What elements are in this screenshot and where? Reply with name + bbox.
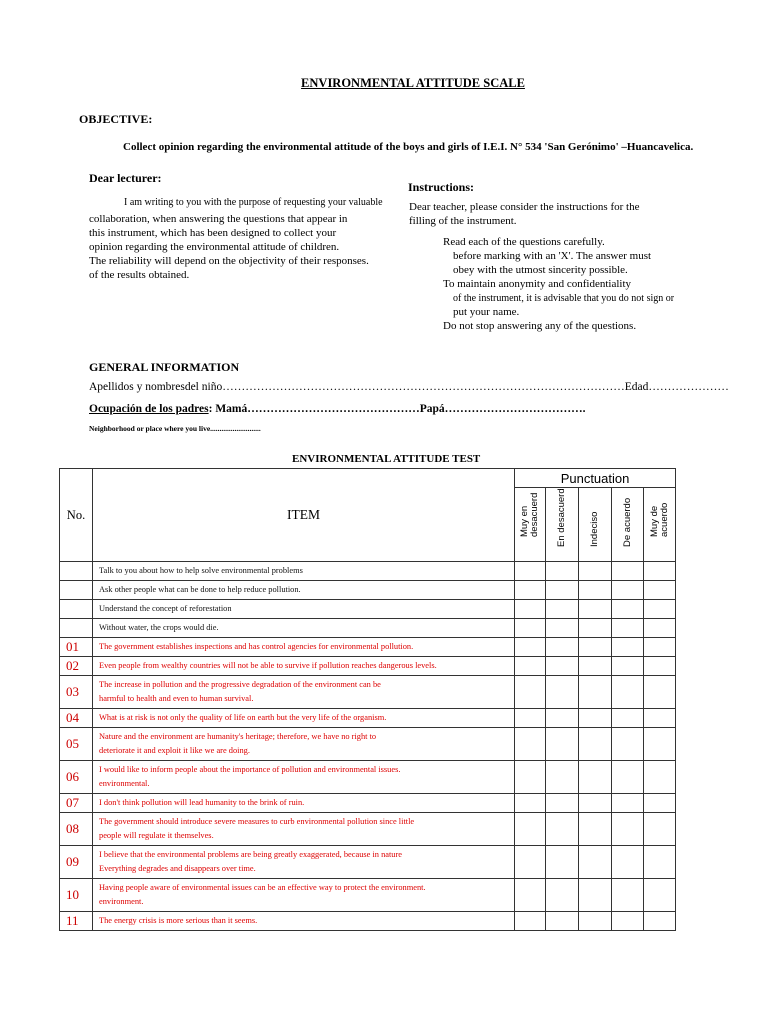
item-text — [93, 581, 515, 600]
item-number: 03 — [60, 676, 93, 709]
answer-cell[interactable] — [644, 619, 676, 638]
item-text — [93, 794, 515, 813]
answer-cell[interactable] — [612, 709, 644, 728]
answer-cell[interactable] — [515, 846, 546, 879]
answer-cell[interactable] — [515, 728, 546, 761]
item-number: 06 — [60, 761, 93, 794]
table-row — [60, 581, 676, 600]
item-number — [60, 600, 93, 619]
answer-cell[interactable] — [515, 912, 546, 931]
col-header-punctuation: Punctuation — [515, 469, 676, 488]
item-number — [60, 619, 93, 638]
table-row — [60, 709, 676, 728]
item-text — [93, 619, 515, 638]
answer-cell[interactable] — [612, 657, 644, 676]
col-header-no: No. — [60, 469, 93, 562]
answer-cell[interactable] — [515, 657, 546, 676]
item-text-line: I would like to inform people about the importance of pollution and environmental issues. — [99, 765, 401, 774]
item-text-line: I believe that the environmental problems are being greatly exaggerated, because in nature — [99, 850, 402, 859]
instruction-item: Do not stop answering any of the questions. — [443, 320, 637, 332]
item-text-line: The increase in pollution and the progressive degradation of the environment can be — [99, 680, 381, 689]
answer-cell[interactable] — [546, 761, 579, 794]
answer-cell[interactable] — [546, 709, 579, 728]
answer-cell[interactable] — [515, 562, 546, 581]
instructions-heading: Instructions: — [408, 180, 475, 194]
answer-cell[interactable] — [546, 813, 579, 846]
answer-cell[interactable] — [644, 562, 676, 581]
answer-cell[interactable] — [515, 581, 546, 600]
scale-header — [546, 488, 579, 562]
scale-label: Muy en desacuerd — [519, 492, 540, 537]
answer-cell[interactable] — [612, 638, 644, 657]
lecturer-line: this instrument, which has been designed to collect your — [89, 227, 337, 239]
answer-cell[interactable] — [579, 813, 612, 846]
objective-text: Collect opinion regarding the environmental attitude of the boys and girls of I.E.I. N° 534 'San Gerónimo' –Huancavelica. — [123, 141, 694, 153]
answer-cell[interactable] — [579, 912, 612, 931]
general-neighborhood-line: Neighborhood or place where you live........................... — [89, 424, 261, 433]
scale-header — [644, 488, 676, 562]
item-text — [93, 676, 515, 709]
item-text-line: Without water, the crops would die. — [99, 623, 219, 632]
answer-cell[interactable] — [644, 657, 676, 676]
answer-cell[interactable] — [579, 761, 612, 794]
item-number: 11 — [60, 912, 93, 931]
scale-header — [515, 488, 546, 562]
general-heading: GENERAL INFORMATION — [89, 360, 240, 374]
answer-cell[interactable] — [546, 581, 579, 600]
scale-label: Indeciso — [589, 511, 600, 547]
answer-cell[interactable] — [546, 879, 579, 912]
item-text-line: Having people aware of environmental issues can be an effective way to protect the environment. — [99, 883, 426, 892]
answer-cell[interactable] — [515, 794, 546, 813]
item-text — [93, 728, 515, 761]
lecturer-line: The reliability will depend on the objectivity of their responses. — [89, 255, 369, 267]
table-row — [60, 638, 676, 657]
answer-cell[interactable] — [612, 562, 644, 581]
answer-cell[interactable] — [515, 813, 546, 846]
answer-cell[interactable] — [515, 619, 546, 638]
answer-cell[interactable] — [644, 813, 676, 846]
item-text — [93, 813, 515, 846]
item-text-line: Talk to you about how to help solve environmental problems — [99, 566, 303, 575]
item-text-line: Everything degrades and disappears over time. — [99, 864, 256, 873]
col-header-item: ITEM — [93, 469, 515, 562]
item-text — [93, 657, 515, 676]
item-number: 04 — [60, 709, 93, 728]
answer-cell[interactable] — [579, 581, 612, 600]
lecturer-line: I am writing to you with the purpose of requesting your valuable — [124, 197, 383, 208]
table-row — [60, 879, 676, 912]
answer-cell[interactable] — [546, 562, 579, 581]
item-text-line: Even people from wealthy countries will not be able to survive if pollution reaches dangerous levels. — [99, 661, 437, 670]
answer-cell[interactable] — [612, 600, 644, 619]
table-row — [60, 600, 676, 619]
answer-cell[interactable] — [612, 879, 644, 912]
scale-header — [612, 488, 644, 562]
answer-cell[interactable] — [579, 638, 612, 657]
item-text-line: I don't think pollution will lead humanity to the brink of ruin. — [99, 798, 305, 807]
table-row — [60, 676, 676, 709]
item-number — [60, 562, 93, 581]
scale-label: De acuerdo — [621, 497, 633, 547]
answer-cell[interactable] — [644, 600, 676, 619]
instruction-item: obey with the utmost sincerity possible. — [453, 264, 628, 276]
table-row — [60, 794, 676, 813]
answer-cell[interactable] — [644, 879, 676, 912]
answer-cell[interactable] — [546, 794, 579, 813]
answer-cell[interactable] — [579, 879, 612, 912]
answer-cell[interactable] — [546, 912, 579, 931]
test-title: ENVIRONMENTAL ATTITUDE TEST — [292, 453, 481, 465]
answer-cell[interactable] — [515, 638, 546, 657]
item-text-line: environment. — [99, 897, 144, 906]
table-row — [60, 846, 676, 879]
table-row — [60, 761, 676, 794]
item-number — [60, 581, 93, 600]
answer-cell[interactable] — [579, 846, 612, 879]
instruction-item: of the instrument, it is advisable that you do not sign or — [453, 293, 675, 304]
item-text-line: The government should introduce severe measures to curb environmental pollution since little — [99, 817, 415, 826]
item-number: 05 — [60, 728, 93, 761]
instruction-item: Read each of the questions carefully. — [443, 236, 605, 248]
answer-cell[interactable] — [546, 619, 579, 638]
answer-cell[interactable] — [612, 846, 644, 879]
answer-cell[interactable] — [644, 728, 676, 761]
occupation-fields: : Mamá………………………………………Papá………………………………. — [208, 403, 586, 415]
lecturer-line: opinion regarding the environmental attitude of children. — [89, 241, 340, 253]
instruction-item: before marking with an 'X'. The answer must — [453, 250, 652, 262]
objective-label: OBJECTIVE: — [79, 112, 153, 126]
item-text — [93, 709, 515, 728]
item-text-line: Nature and the environment are humanity's heritage; therefore, we have no right to — [99, 732, 377, 741]
scale-label: En desacuerd — [556, 488, 567, 547]
answer-cell[interactable] — [579, 600, 612, 619]
table-row — [60, 813, 676, 846]
occupation-label: Ocupación de los padres — [89, 403, 209, 415]
table-row — [60, 912, 676, 931]
item-text — [93, 562, 515, 581]
item-number: 07 — [60, 794, 93, 813]
answer-cell[interactable] — [546, 676, 579, 709]
item-text-line: The government establishes inspections and has control agencies for environmental pollution. — [99, 642, 414, 651]
answer-cell[interactable] — [515, 761, 546, 794]
answer-cell[interactable] — [546, 657, 579, 676]
answer-cell[interactable] — [579, 676, 612, 709]
item-text — [93, 879, 515, 912]
answer-cell[interactable] — [579, 709, 612, 728]
item-text — [93, 638, 515, 657]
item-text — [93, 846, 515, 879]
answer-cell[interactable] — [579, 794, 612, 813]
answer-cell[interactable] — [612, 813, 644, 846]
general-occupation-line — [89, 403, 586, 415]
answer-cell[interactable] — [644, 709, 676, 728]
answer-cell[interactable] — [546, 638, 579, 657]
answer-cell[interactable] — [612, 761, 644, 794]
instruction-item: put your name. — [453, 306, 520, 318]
answer-cell[interactable] — [515, 676, 546, 709]
answer-cell[interactable] — [644, 761, 676, 794]
answer-cell[interactable] — [515, 879, 546, 912]
answer-cell[interactable] — [515, 600, 546, 619]
general-name-line: Apellidos y nombresdel niño……………………………………………………………………………………………Edad………………… — [89, 381, 729, 393]
answer-cell[interactable] — [515, 709, 546, 728]
item-text-line: harmful to health and even to human survival. — [99, 694, 254, 703]
answer-cell[interactable] — [579, 562, 612, 581]
answer-cell[interactable] — [644, 846, 676, 879]
item-number: 08 — [60, 813, 93, 846]
answer-cell[interactable] — [546, 846, 579, 879]
item-text-line: Ask other people what can be done to help reduce pollution. — [99, 585, 301, 594]
answer-cell[interactable] — [612, 912, 644, 931]
item-text-line: deteriorate it and exploit it like we are doing. — [99, 746, 250, 755]
lecturer-line: of the results obtained. — [89, 269, 190, 281]
item-number: 01 — [60, 638, 93, 657]
answer-cell[interactable] — [579, 619, 612, 638]
item-text — [93, 912, 515, 931]
answer-cell[interactable] — [579, 657, 612, 676]
item-number: 09 — [60, 846, 93, 879]
answer-cell[interactable] — [612, 581, 644, 600]
scale-header — [579, 488, 612, 562]
item-text-line: What is at risk is not only the quality of life on earth but the very life of the organism. — [99, 713, 387, 722]
item-number: 10 — [60, 879, 93, 912]
table-row — [60, 657, 676, 676]
answer-cell[interactable] — [612, 728, 644, 761]
item-text-line: environmental. — [99, 779, 150, 788]
answer-cell[interactable] — [546, 728, 579, 761]
instruction-item: To maintain anonymity and confidentiality — [443, 278, 632, 290]
item-text-line: people will regulate it themselves. — [99, 831, 214, 840]
answer-cell[interactable] — [644, 912, 676, 931]
item-text-line: Understand the concept of reforestation — [99, 604, 232, 613]
answer-cell[interactable] — [579, 728, 612, 761]
item-text — [93, 761, 515, 794]
lecturer-line: collaboration, when answering the questions that appear in — [89, 213, 348, 225]
answer-cell[interactable] — [546, 600, 579, 619]
page-title: ENVIRONMENTAL ATTITUDE SCALE — [301, 76, 525, 90]
instructions-intro: Dear teacher, please consider the instructions for the — [409, 201, 640, 213]
answer-cell[interactable] — [644, 581, 676, 600]
item-text-line: The energy crisis is more serious than it seems. — [99, 916, 258, 925]
table-row — [60, 562, 676, 581]
answer-cell[interactable] — [612, 619, 644, 638]
instructions-intro: filling of the instrument. — [409, 215, 517, 227]
table-row — [60, 728, 676, 761]
answer-cell[interactable] — [612, 794, 644, 813]
answer-cell[interactable] — [644, 676, 676, 709]
lecturer-greeting: Dear lecturer: — [89, 171, 162, 185]
scale-label: Muy de acuerdo — [648, 502, 670, 537]
item-text — [93, 600, 515, 619]
item-number: 02 — [60, 657, 93, 676]
table-row — [60, 619, 676, 638]
attitude-test-table — [59, 468, 676, 931]
answer-cell[interactable] — [644, 638, 676, 657]
answer-cell[interactable] — [644, 794, 676, 813]
answer-cell[interactable] — [612, 676, 644, 709]
